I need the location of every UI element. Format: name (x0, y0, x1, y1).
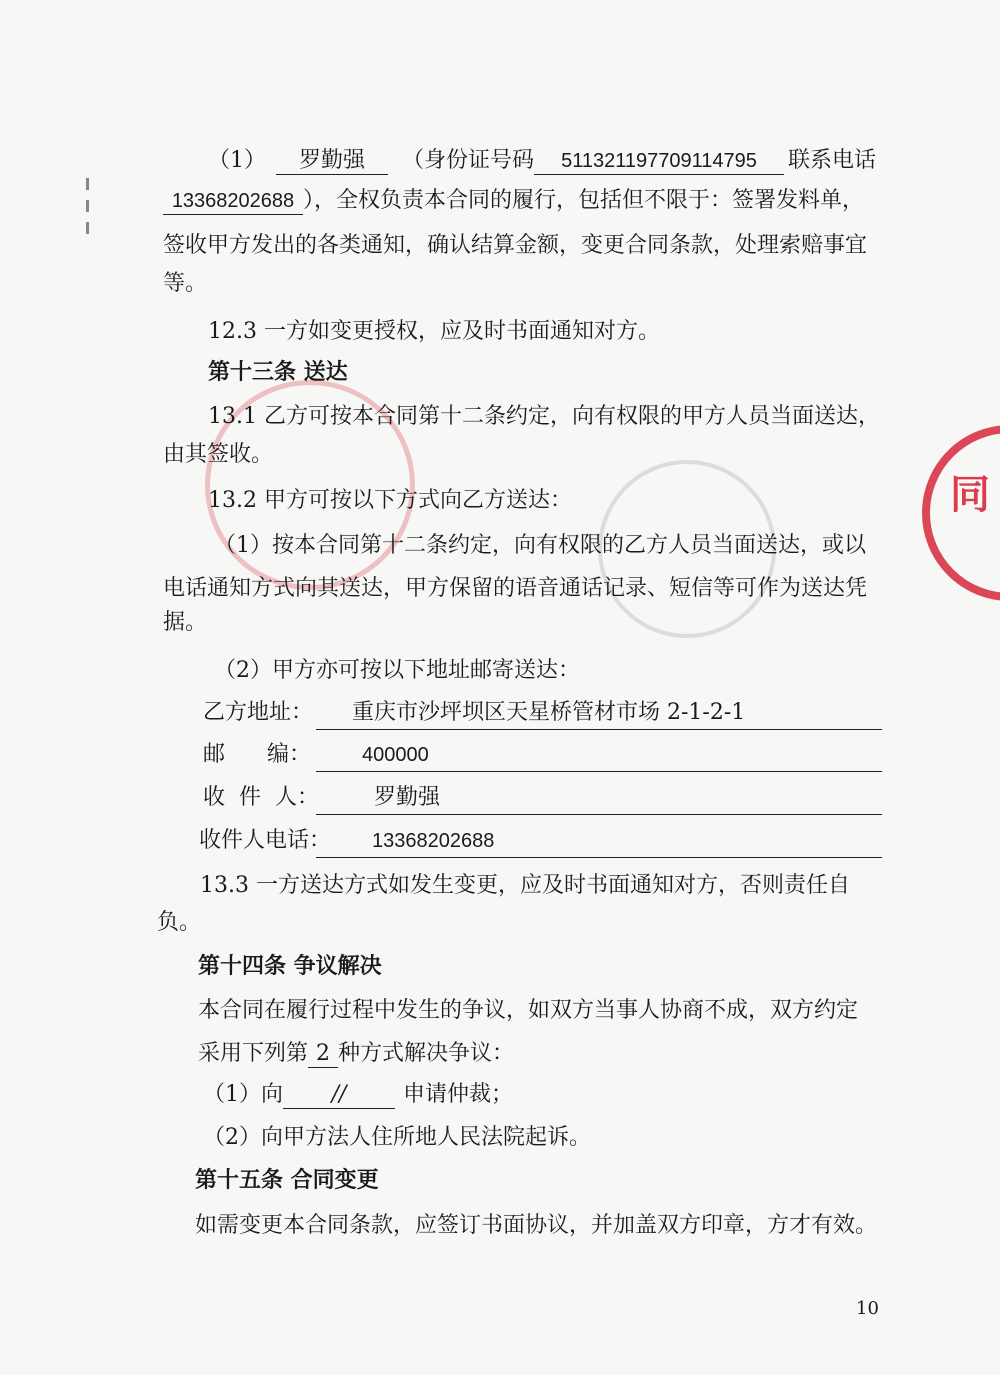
id-number-field: 511321197709114795 (534, 148, 784, 175)
postcode-label: 邮 编： (203, 742, 311, 767)
dispute-choice-field: 2 (308, 1041, 338, 1068)
para-13-3-line1: 13.3 一方送达方式如发生变更，应及时书面通知对方，否则责任自 (200, 873, 850, 898)
red-seal-edge (922, 425, 1000, 601)
clause12-line3: 签收甲方发出的各类通知，确认结算金额，变更合同条款，处理索赔事宜 (163, 233, 868, 258)
recipient-phone-field: 13368202688 (316, 827, 882, 858)
binding-mark (86, 200, 89, 212)
address-field: 重庆市沙坪坝区天星桥管材市场 2-1-2-1 (316, 699, 882, 730)
binding-mark (86, 178, 89, 190)
recipient-field: 罗勤强 (316, 784, 882, 815)
binding-mark (86, 222, 89, 234)
page-number: 10 (856, 1298, 879, 1319)
para-13-2: 13.2 甲方可按以下方式向乙方送达： (208, 488, 572, 513)
recipient-label: 收 件 人： (203, 785, 319, 810)
clause12-item1-line1: （1） 罗勤强 （身份证号码 511321197709114795 联系电话 (208, 148, 877, 173)
clause15-line1: 如需变更本合同条款，应签订书面协议，并加盖双方印章，方才有效。 (195, 1213, 878, 1238)
agent-name-field: 罗勤强 (276, 148, 388, 175)
para-13-3-line2: 负。 (157, 910, 202, 935)
clause14-line1: 本合同在履行过程中发生的争议，如双方当事人协商不成，双方约定 (198, 998, 859, 1023)
para-13-1-line2: 由其签收。 (163, 442, 274, 467)
clause14-heading: 第十四条 争议解决 (198, 953, 382, 979)
arbitration-blank: // (283, 1082, 395, 1109)
para-13-2-1-line3: 据。 (163, 610, 208, 635)
clause14-line2: 采用下列第 2 种方式解决争议： (198, 1041, 515, 1066)
recipient-phone-label: 收件人电话： (199, 828, 332, 853)
para-13-2-2: （2）甲方亦可按以下地址邮寄送达： (214, 658, 580, 683)
para-13-2-1-line2: 电话通知方式向其送达，甲方保留的语音通话记录、短信等可作为送达凭 (163, 576, 868, 601)
clause12-line4: 等。 (163, 271, 208, 296)
clause14-option1: （1）向 // 申请仲裁； (203, 1082, 514, 1107)
seal-text: 同 (950, 471, 990, 518)
postcode-field: 400000 (316, 741, 882, 772)
clause14-option2: （2）向甲方法人住所地人民法院起诉。 (203, 1125, 591, 1150)
clause13-heading: 第十三条 送达 (208, 359, 348, 385)
clause12-item1-line2: 13368202688 ），全权负责本合同的履行，包括但不限于：签署发料单， (163, 187, 864, 215)
para-12-3: 12.3 一方如变更授权，应及时书面通知对方。 (208, 319, 660, 344)
phone-number-field: 13368202688 (163, 188, 303, 215)
para-13-2-1-line1: （1）按本合同第十二条约定，向有权限的乙方人员当面送达，或以 (214, 533, 866, 558)
clause15-heading: 第十五条 合同变更 (195, 1167, 379, 1193)
address-label: 乙方地址： (203, 700, 314, 725)
para-13-1-line1: 13.1 乙方可按本合同第十二条约定，向有权限的甲方人员当面送达， (208, 404, 880, 429)
